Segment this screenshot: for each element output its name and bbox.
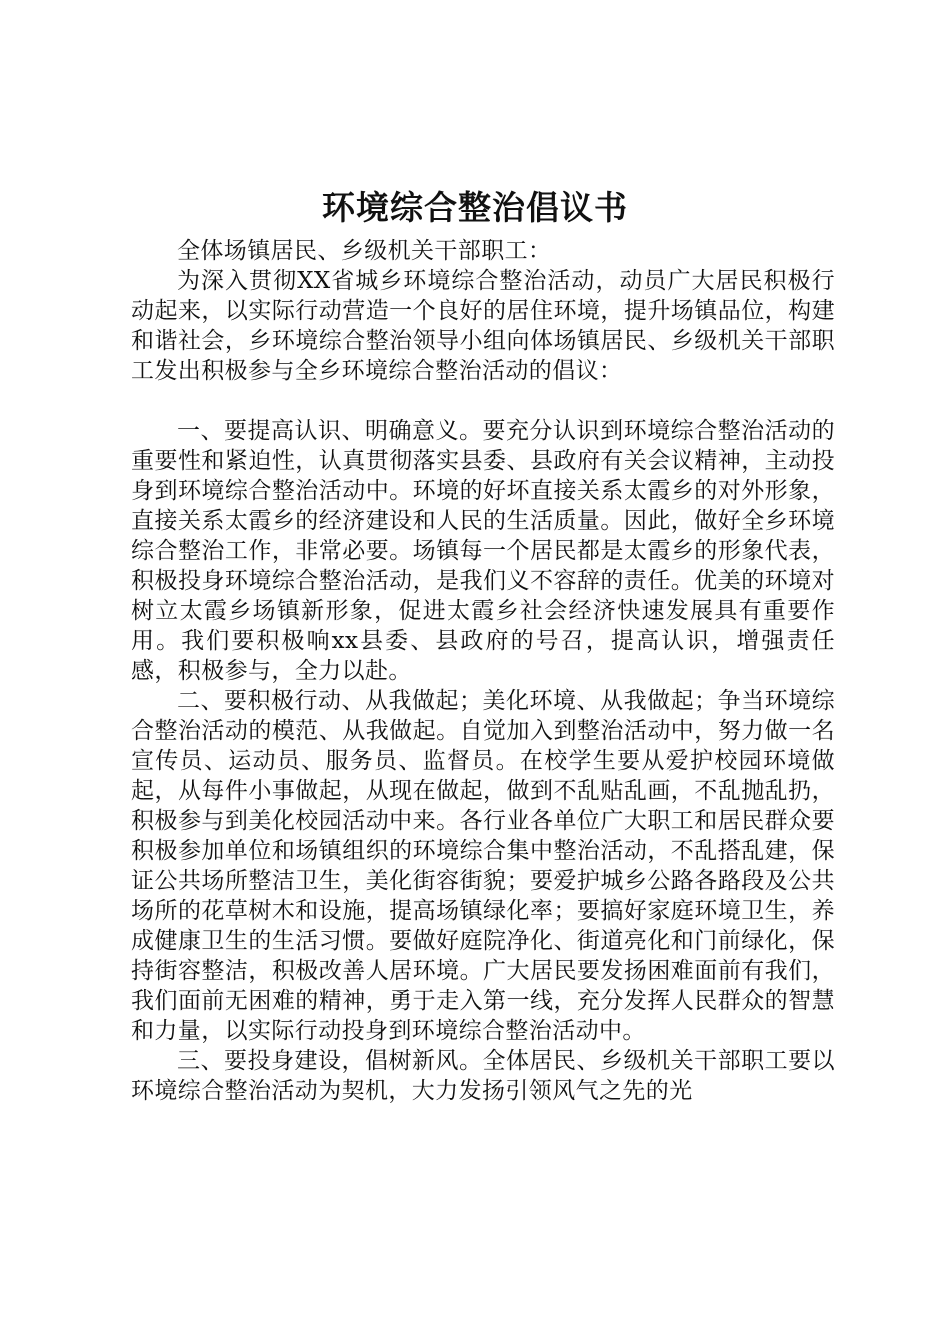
section-two-paragraph: 二、要积极行动、从我做起；美化环境、从我做起；争当环境综合整治活动的模范、从我做起。自觉加入到整治活动中，努力做一名宣传员、运动员、服务员、监督员。在校学生要从爱护校园环境做起，从每件小事做起，从现在做起，做到不乱贴乱画，不乱抛乱扔，积极参与到美化校园活动中来。各行业各单位广大职工和居民群众要积极参加单位和场镇组织的环境综合集中整治活动，不乱搭乱建，保证公共场所整洁卫生，美化街容街貌；要爱护城乡公路各路段及公共场所的花草树木和设施，提高场镇绿化率；要搞好家庭环境卫生，养成健康卫生的生活习惯。要做好庭院净化、街道亮化和门前绿化，保持街容整洁，积极改善人居环境。广大居民要发扬困难面前有我们，我们面前无困难的精神，勇于走入第一线，充分发挥人民群众的智慧和力量，以实际行动投身到环境综合整治活动中。 bbox=[131, 688, 835, 1044]
section-one-paragraph: 一、要提高认识、明确意义。要充分认识到环境综合整治活动的重要性和紧迫性，认真贯彻落实县委、县政府有关会议精神，主动投身到环境综合整治活动中。环境的好坏直接关系太霞乡的对外形象，直接关系太霞乡的经济建设和人民的生活质量。因此，做好全乡环境综合整治工作，非常必要。场镇每一个居民都是太霞乡的形象代表，积极投身环境综合整治活动，是我们义不容辞的责任。优美的环境对树立太霞乡场镇新形象，促进太霞乡社会经济快速发展具有重要作用。我们要积极响xx县委、县政府的号召，提高认识，增强责任感，积极参与，全力以赴。 bbox=[131, 418, 835, 684]
section-three-paragraph: 三、要投身建设，倡树新风。全体居民、乡级机关干部职工要以环境综合整治活动为契机，大力发扬引领风气之先的光 bbox=[131, 1048, 835, 1104]
intro-paragraph: 为深入贯彻XX省城乡环境综合整治活动，动员广大居民积极行动起来，以实际行动营造一个良好的居住环境，提升场镇品位，构建和谐社会，乡环境综合整治领导小组向体场镇居民、乡级机关干部职工发出积极参与全乡环境综合整治活动的倡议： bbox=[131, 268, 835, 384]
salutation: 全体场镇居民、乡级机关干部职工： bbox=[177, 238, 552, 264]
document-title: 环境综合整治倡议书 bbox=[322, 188, 628, 227]
document-body bbox=[131, 236, 835, 1106]
